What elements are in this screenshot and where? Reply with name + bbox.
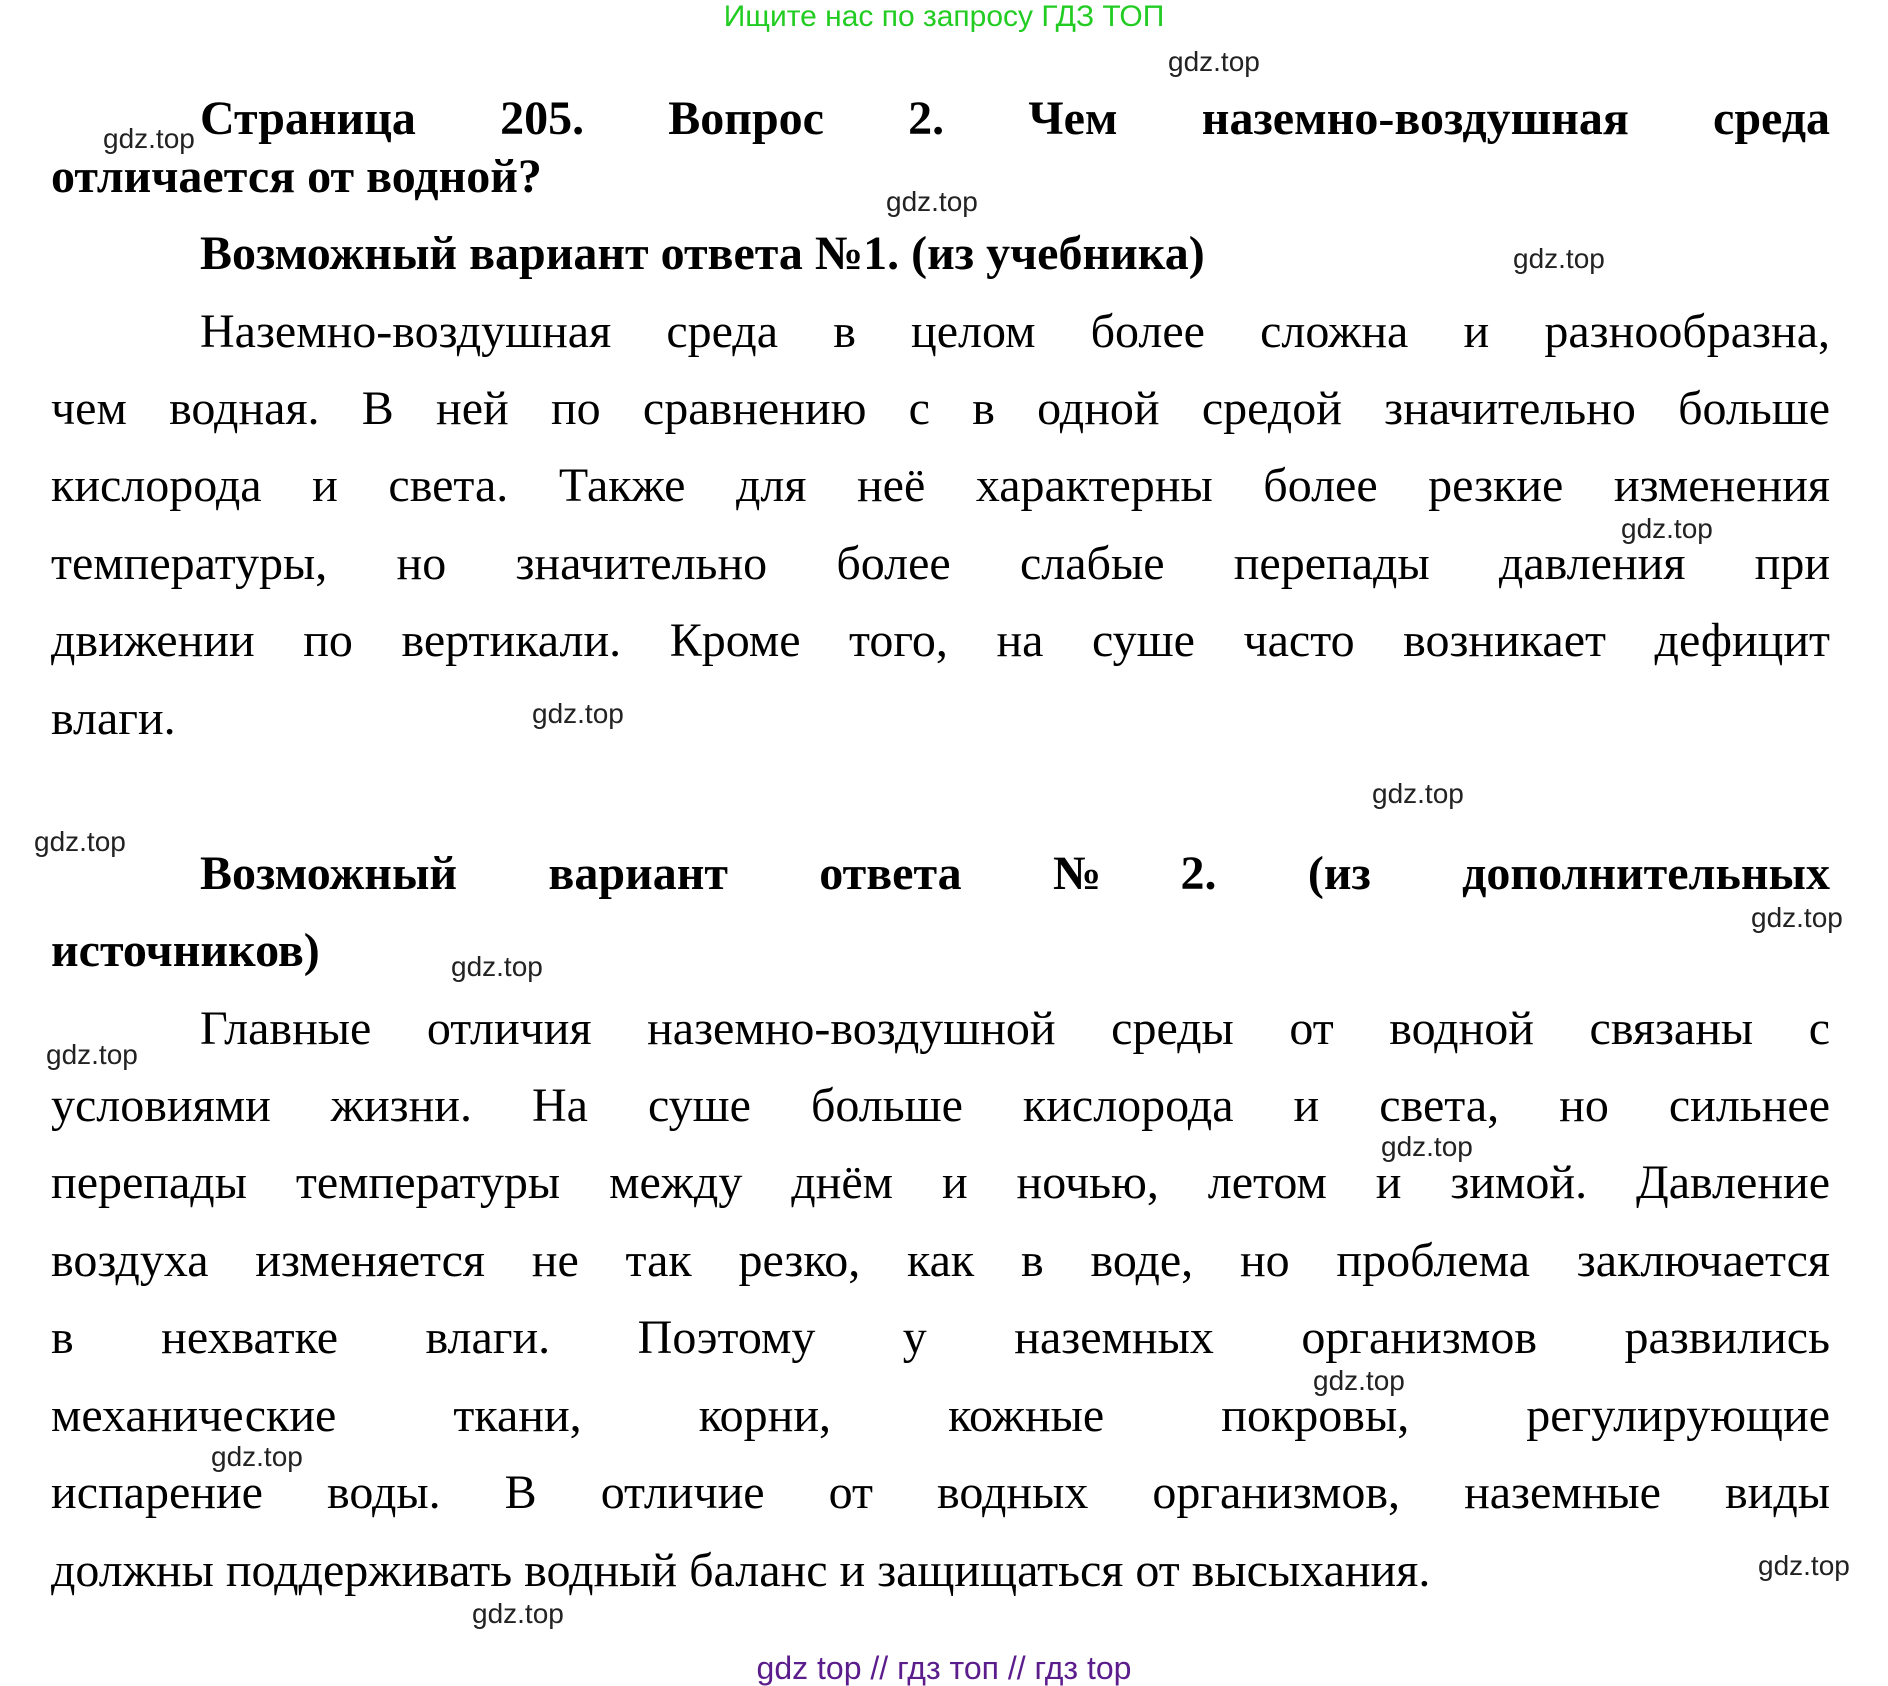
answer1-line: влаги. xyxy=(51,692,176,745)
watermark: gdz.top xyxy=(1513,243,1605,274)
answer2-line: должны поддерживать водный баланс и защищаться от высыхания. xyxy=(51,1544,1431,1597)
answer2-line: условиями жизни. На суше больше кислорода и света, но сильнее xyxy=(51,1079,1830,1132)
watermark: gdz.top xyxy=(532,698,624,729)
watermark: gdz.top xyxy=(1372,778,1464,809)
watermark: gdz.top xyxy=(472,1598,564,1629)
answer2-line: в нехватке влаги. Поэтому у наземных организмов развились xyxy=(51,1311,1830,1364)
answer1-line: движении по вертикали. Кроме того, на суше часто возникает дефицит xyxy=(51,614,1830,667)
watermark: gdz.top xyxy=(103,123,195,154)
answer2-line: механические ткани, корни, кожные покровы, регулирующие xyxy=(51,1389,1830,1442)
footer-watermark: gdz top // гдз топ // гдз top xyxy=(756,1650,1132,1686)
answer2-heading-line-1: Возможный вариант ответа №2. (из дополнительных xyxy=(200,847,1830,900)
search-banner: Ищите нас по запросу ГДЗ ТОП xyxy=(723,0,1165,33)
question-title-line-1: Страница 205. Вопрос 2. Чем наземно-воздушная среда xyxy=(200,92,1830,145)
watermark: gdz.top xyxy=(1621,513,1713,544)
watermark: gdz.top xyxy=(211,1441,303,1472)
watermark: gdz.top xyxy=(34,826,126,857)
answer1-line: чем водная. В ней по сравнению с в одной средой значительно больше xyxy=(51,382,1830,435)
answer2-line: Главные отличия наземно-воздушной среды от водной связаны с xyxy=(200,1002,1830,1055)
watermark: gdz.top xyxy=(886,186,978,217)
watermark: gdz.top xyxy=(1381,1131,1473,1162)
watermark: gdz.top xyxy=(1758,1550,1850,1581)
watermark: gdz.top xyxy=(46,1039,138,1070)
answer1-line: Наземно-воздушная среда в целом более сложна и разнообразна, xyxy=(200,305,1830,358)
answer2-heading-line-2: источников) xyxy=(51,924,320,977)
watermark: gdz.top xyxy=(1313,1365,1405,1396)
answer2-line: перепады температуры между днём и ночью, летом и зимой. Давление xyxy=(51,1156,1830,1209)
answer2-line: воздуха изменяется не так резко, как в воде, но проблема заключается xyxy=(51,1234,1830,1287)
question-title-line-2: отличается от водной? xyxy=(51,150,542,203)
answer1-heading: Возможный вариант ответа №1. (из учебника) xyxy=(200,227,1205,280)
answer1-line: температуры, но значительно более слабые перепады давления при xyxy=(51,537,1830,590)
answer1-line: кислорода и света. Также для неё характерны более резкие изменения xyxy=(51,459,1830,512)
answer2-line: испарение воды. В отличие от водных организмов, наземные виды xyxy=(51,1466,1830,1519)
watermark: gdz.top xyxy=(1751,902,1843,933)
watermark: gdz.top xyxy=(451,951,543,982)
watermark: gdz.top xyxy=(1168,46,1260,77)
